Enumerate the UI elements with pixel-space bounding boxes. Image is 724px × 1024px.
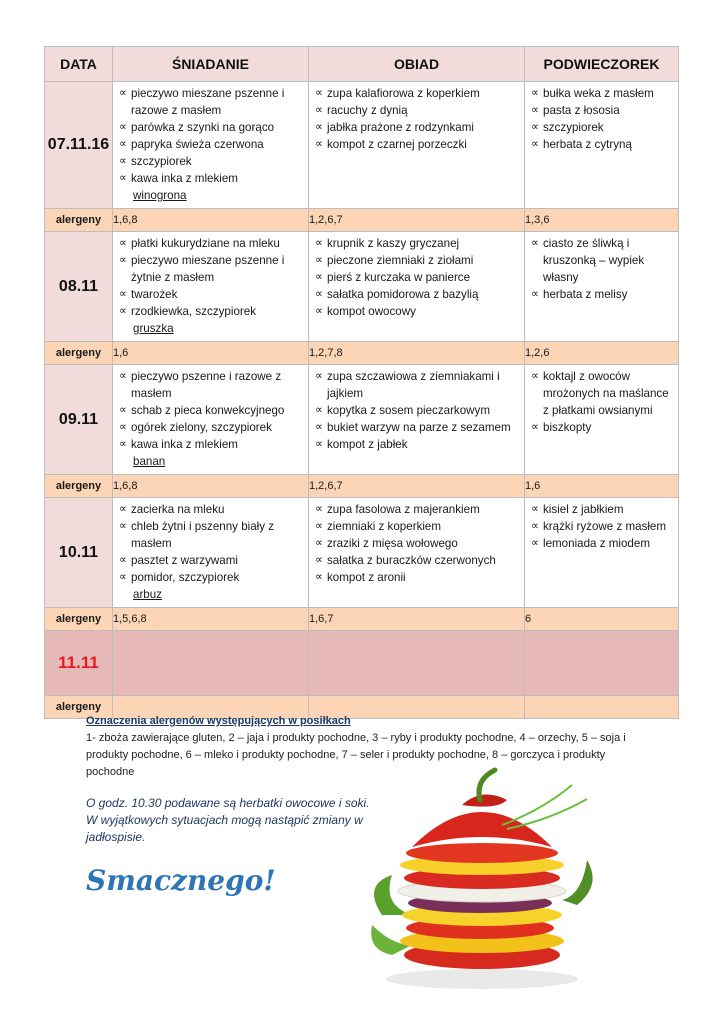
breakfast-allergens: 1,6 [113,342,309,365]
lunch-item: ∝ zupa fasolowa z majerankiem [315,501,520,518]
day-date: 08.11 [45,232,113,342]
allergen-row [45,209,679,232]
allergen-row [45,475,679,498]
lunch-item: ∝ ziemniaki z koperkiem [315,518,520,535]
breakfast-item: ∝ pieczywo mieszane pszenne i żytnie z masłem [119,252,304,286]
header-lunch: OBIAD [309,47,525,82]
allergen-label: alergeny [45,608,113,631]
snack-item: ∝ herbata z melisy [531,286,674,303]
snack-allergens: 6 [525,608,679,631]
lunch-item: ∝ racuchy z dynią [315,102,520,119]
fruit-item: arbuz [133,588,163,601]
day-date: 10.11 [45,498,113,608]
snack-item: ∝ szczypiorek [531,119,674,136]
lunch-item: ∝ krupnik z kaszy gryczanej [315,235,520,252]
allergen-label: alergeny [45,696,113,719]
breakfast-item: ∝ kawa inka z mlekiem [119,436,304,453]
lunch-cell [309,365,525,475]
header-breakfast: ŚNIADANIE [113,47,309,82]
breakfast-item: ∝ rzodkiewka, szczypiorek [119,303,304,320]
snack-cell [525,82,679,209]
lunch-allergens: 1,2,6,7 [309,475,525,498]
allergen-label: alergeny [45,342,113,365]
closing-greeting: Smacznego! [86,864,276,897]
lunch-item: ∝ jabłka prażone z rodzynkami [315,119,520,136]
day-row [45,365,679,475]
lunch-cell [309,498,525,608]
snack-cell [525,232,679,342]
vegetable-stack-image [352,765,612,995]
legend-text: 1- zboża zawierające gluten, 2 – jaja i produkty pochodne, 3 – ryby i produkty pochodne, 4 – orzechy, 5 – soja i produkty pochodne, 6 – mleko i produkty pochodne, 7 – seler i produkty pochodne, 8 – gorczyca i produkty pochodne [86,732,626,778]
note-line: W wyjątkowych sytuacjach mogą nastąpić zmiany w jadłospisie. [86,813,363,844]
snack-item: ∝ biszkopty [531,419,674,436]
empty-cell [113,631,309,696]
breakfast-item: ∝ zacierka na mleku [119,501,304,518]
header-snack: PODWIECZOREK [525,47,679,82]
day-row [45,498,679,608]
lunch-item: ∝ zraziki z mięsa wołowego [315,535,520,552]
breakfast-allergens: 1,6,8 [113,475,309,498]
snack-cell [525,498,679,608]
empty-cell [525,631,679,696]
snack-item: ∝ bułka weka z masłem [531,85,674,102]
breakfast-cell [113,365,309,475]
header-row [45,47,679,82]
lunch-item: ∝ pierś z kurczaka w panierce [315,269,520,286]
snack-item: ∝ herbata z cytryną [531,136,674,153]
holiday-row [45,631,679,696]
breakfast-item: ∝ papryka świeża czerwona [119,136,304,153]
day-row [45,82,679,209]
allergen-label: alergeny [45,475,113,498]
notes [86,795,396,846]
breakfast-item: ∝ kawa inka z mlekiem [119,170,304,187]
lunch-item: ∝ zupa kalafiorowa z koperkiem [315,85,520,102]
breakfast-item: ∝ chleb żytni i pszenny biały z masłem [119,518,304,552]
lunch-cell [309,82,525,209]
lunch-allergens: 1,6,7 [309,608,525,631]
day-row [45,232,679,342]
breakfast-item: ∝ pieczywo mieszane pszenne i razowe z masłem [119,85,304,119]
breakfast-item: ∝ pasztet z warzywami [119,552,304,569]
lunch-allergens: 1,2,6,7 [309,209,525,232]
lunch-item: ∝ sałatka pomidorowa z bazylią [315,286,520,303]
breakfast-item: ∝ ogórek zielony, szczypiorek [119,419,304,436]
breakfast-cell [113,232,309,342]
snack-item: ∝ krążki ryżowe z masłem [531,518,674,535]
day-date: 09.11 [45,365,113,475]
holiday-date: 11.11 [45,631,113,696]
lunch-item: ∝ kompot owocowy [315,303,520,320]
breakfast-item: ∝ parówka z szynki na gorąco [119,119,304,136]
snack-item: ∝ lemoniada z miodem [531,535,674,552]
lunch-item: ∝ bukiet warzyw na parze z sezamem [315,419,520,436]
breakfast-item: ∝ schab z pieca konwekcyjnego [119,402,304,419]
empty-cell [309,631,525,696]
snack-cell [525,365,679,475]
breakfast-cell [113,82,309,209]
lunch-item: ∝ sałatka z buraczków czerwonych [315,552,520,569]
fruit-item: banan [133,455,166,468]
snack-allergens: 1,6 [525,475,679,498]
breakfast-item: ∝ szczypiorek [119,153,304,170]
breakfast-item: ∝ twarożek [119,286,304,303]
allergen-row [45,342,679,365]
breakfast-item: ∝ płatki kukurydziane na mleku [119,235,304,252]
fruit-item: gruszka [133,322,174,335]
lunch-item: ∝ kompot z czarnej porzeczki [315,136,520,153]
legend-title: Oznaczenia alergenów występujących w posiłkach [86,715,351,727]
allergen-label: alergeny [45,209,113,232]
snack-item: ∝ ciasto ze śliwką i kruszonką – wypiek własny [531,235,674,286]
header-date: DATA [45,47,113,82]
note-line: O godz. 10.30 podawane są herbatki owocowe i soki. [86,796,370,810]
day-date: 07.11.16 [45,82,113,209]
lunch-item: ∝ kopytka z sosem pieczarkowym [315,402,520,419]
lunch-allergens: 1,2,7,8 [309,342,525,365]
lunch-item: ∝ pieczone ziemniaki z ziołami [315,252,520,269]
fruit-item: winogrona [133,189,187,202]
snack-allergens: 1,2,6 [525,342,679,365]
snack-item: ∝ koktajl z owoców mrożonych na maślance z płatkami owsianymi [531,368,674,419]
allergen-row [45,608,679,631]
breakfast-item: ∝ pieczywo pszenne i razowe z masłem [119,368,304,402]
breakfast-allergens: 1,6,8 [113,209,309,232]
snack-item: ∝ kisiel z jabłkiem [531,501,674,518]
lunch-cell [309,232,525,342]
snack-item: ∝ pasta z łososia [531,102,674,119]
breakfast-cell [113,498,309,608]
breakfast-item: ∝ pomidor, szczypiorek [119,569,304,586]
menu-table [44,46,679,719]
breakfast-allergens: 1,5,6,8 [113,608,309,631]
lunch-item: ∝ zupa szczawiowa z ziemniakami i jajkiem [315,368,520,402]
snack-allergens: 1,3,6 [525,209,679,232]
lunch-item: ∝ kompot z jabłek [315,436,520,453]
lunch-item: ∝ kompot z aronii [315,569,520,586]
